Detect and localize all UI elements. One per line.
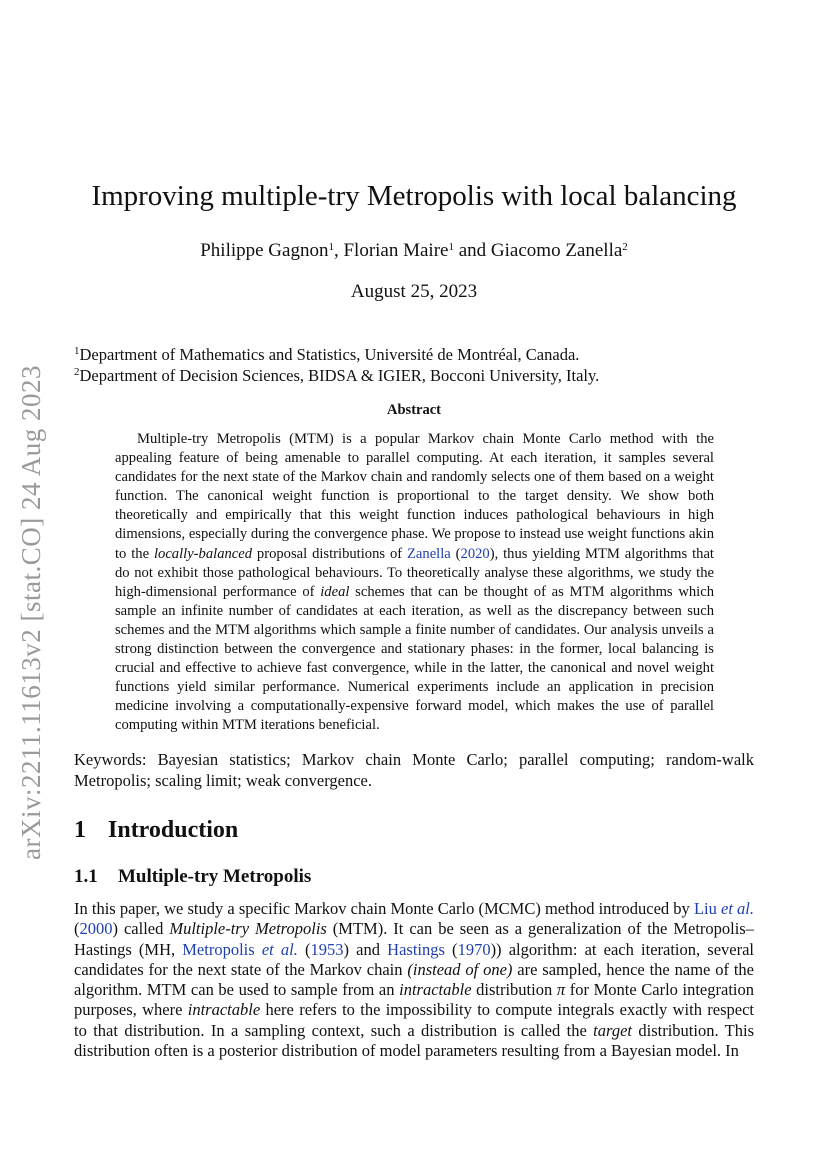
body-text: for Monte Carlo integration purposes, where (74, 980, 754, 1020)
body-text: ( (74, 919, 80, 939)
body-text: ) and (343, 939, 388, 959)
body-text: distribution (471, 980, 557, 1000)
affiliation-marker: 1 (74, 345, 80, 357)
body-text: here refers to the impossibility to compute integrals exactly with respect to that distribution. In a sampling context, such a distribution is called the (74, 1000, 755, 1040)
abstract-text: ), thus yielding MTM algorithms that do not exhibit those pathological behaviours. To theoretically analyse these algorithms, we study the high-dimensional performance of (115, 545, 714, 600)
body-text: ( (444, 939, 458, 959)
abstract-body (115, 430, 714, 736)
body-emphasis: intractable (399, 980, 472, 1000)
abstract-text: schemes that can be thought of as MTM algorithms which sample an infinite number of candidates at each iteration, as well as the discrepancy between such schemes and the MTM algorithms which sample a finite number of candidates. Our analysis unveils a strong distinction between the convergence and stationary phases: in the former, local balancing is crucial and effective to achieve fast convergence, while in the latter, the canonical and novel weight functions yield similar performance. Numerical experiments include an application in precision medicine involving a computationally-expensive forward model, which makes the use of parallel computing within MTM iterations beneficial. (115, 583, 714, 734)
author-list (0, 240, 828, 262)
abstract-emphasis: locally-balanced (153, 545, 253, 562)
abstract-text: Multiple-try Metropolis (MTM) is a popular Markov chain Monte Carlo method with the appealing feature of being amenable to parallel computing. At each iteration, it samples several candidates for the next state of the Markov chain and randomly selects one of them based on a weight function. The canonical weight function is proportional to the target density. We show both theoretically and empirically that this weight function induces pathological behaviours in high dimensions, especially during the convergence phase. We propose to instead use weight functions akin to the (115, 431, 714, 562)
body-emphasis: Multiple-try Metropolis (169, 919, 327, 939)
keywords: Keywords: Bayesian statistics; Markov chain Monte Carlo; parallel computing; random-walk Metropolis; scaling limit; weak convergence. (74, 750, 754, 790)
body-text: ) called (112, 919, 170, 939)
author-name: Philippe Gagnon (200, 240, 329, 261)
arxiv-identifier-stamp: arXiv:2211.11613v2 [stat.CO] 24 Aug 2023 (16, 365, 46, 860)
body-text: (MTM). It can be seen as a generalization of the Metropolis–Hastings (MH, (74, 919, 754, 959)
body-text: are sampled, hence the name of the algorithm. MTM can be used to sample from an (74, 959, 754, 1000)
citation-link-zanella[interactable]: Zanella (407, 545, 451, 562)
author-separator: , (333, 240, 344, 261)
citation-year-link[interactable]: 2000 (79, 919, 113, 939)
citation-link-metropolis[interactable]: Metropolis et al. (182, 939, 298, 959)
abstract-text: ( (450, 545, 461, 562)
body-emphasis: intractable (187, 1000, 261, 1020)
body-emphasis: (instead of one) (407, 959, 513, 979)
citation-link-hastings[interactable]: Hastings (387, 939, 445, 959)
affiliation-marker: 1 (328, 241, 334, 253)
body-text: In this paper, we study a specific Markov chain Monte Carlo (MCMC) method introduced by (74, 899, 694, 918)
citation-year-link[interactable]: 1970 (457, 939, 491, 959)
affiliation-line (74, 365, 599, 386)
body-text: distribution. This distribution often is a posterior distribution of model parameters resulting from a Bayesian model. In (74, 1020, 754, 1061)
affiliations (74, 344, 599, 386)
citation-year-link[interactable]: 2020 (460, 545, 490, 562)
author-separator: and (453, 240, 491, 261)
math-symbol-pi: π (556, 980, 566, 1000)
body-text: ( (297, 939, 311, 959)
subsection-number: 1.1 (74, 866, 98, 887)
body-emphasis: target (593, 1020, 632, 1040)
publication-date: August 25, 2023 (350, 281, 478, 302)
affiliation-line (74, 344, 599, 365)
body-paragraph (74, 899, 754, 1061)
affiliation-marker: 2 (622, 241, 628, 253)
author-name: Giacomo Zanella (490, 240, 623, 261)
abstract-emphasis: ideal (320, 583, 350, 600)
abstract-text: proposal distributions of (252, 545, 407, 562)
affiliation-text: Department of Mathematics and Statistics, Université de Montréal, Canada. (79, 345, 580, 364)
subsection-heading (74, 866, 311, 888)
affiliation-marker: 1 (448, 241, 454, 253)
paper-title: Improving multiple-try Metropolis with local balancing (91, 180, 737, 212)
affiliation-text: Department of Decision Sciences, BIDSA & IGIER, Bocconi University, Italy. (79, 366, 600, 385)
abstract-heading: Abstract (387, 402, 441, 418)
section-number: 1 (74, 817, 86, 843)
body-text: )) algorithm: at each iteration, several candidates for the next state of the Markov chain (74, 939, 755, 979)
author-name: Florian Maire (343, 240, 449, 261)
section-heading (74, 817, 238, 844)
affiliation-marker: 2 (74, 366, 80, 378)
subsection-title: Multiple-try Metropolis (118, 866, 312, 887)
citation-year-link[interactable]: 1953 (310, 939, 344, 959)
section-title: Introduction (108, 817, 239, 843)
citation-link-liu[interactable]: Liu et al. (693, 899, 755, 918)
